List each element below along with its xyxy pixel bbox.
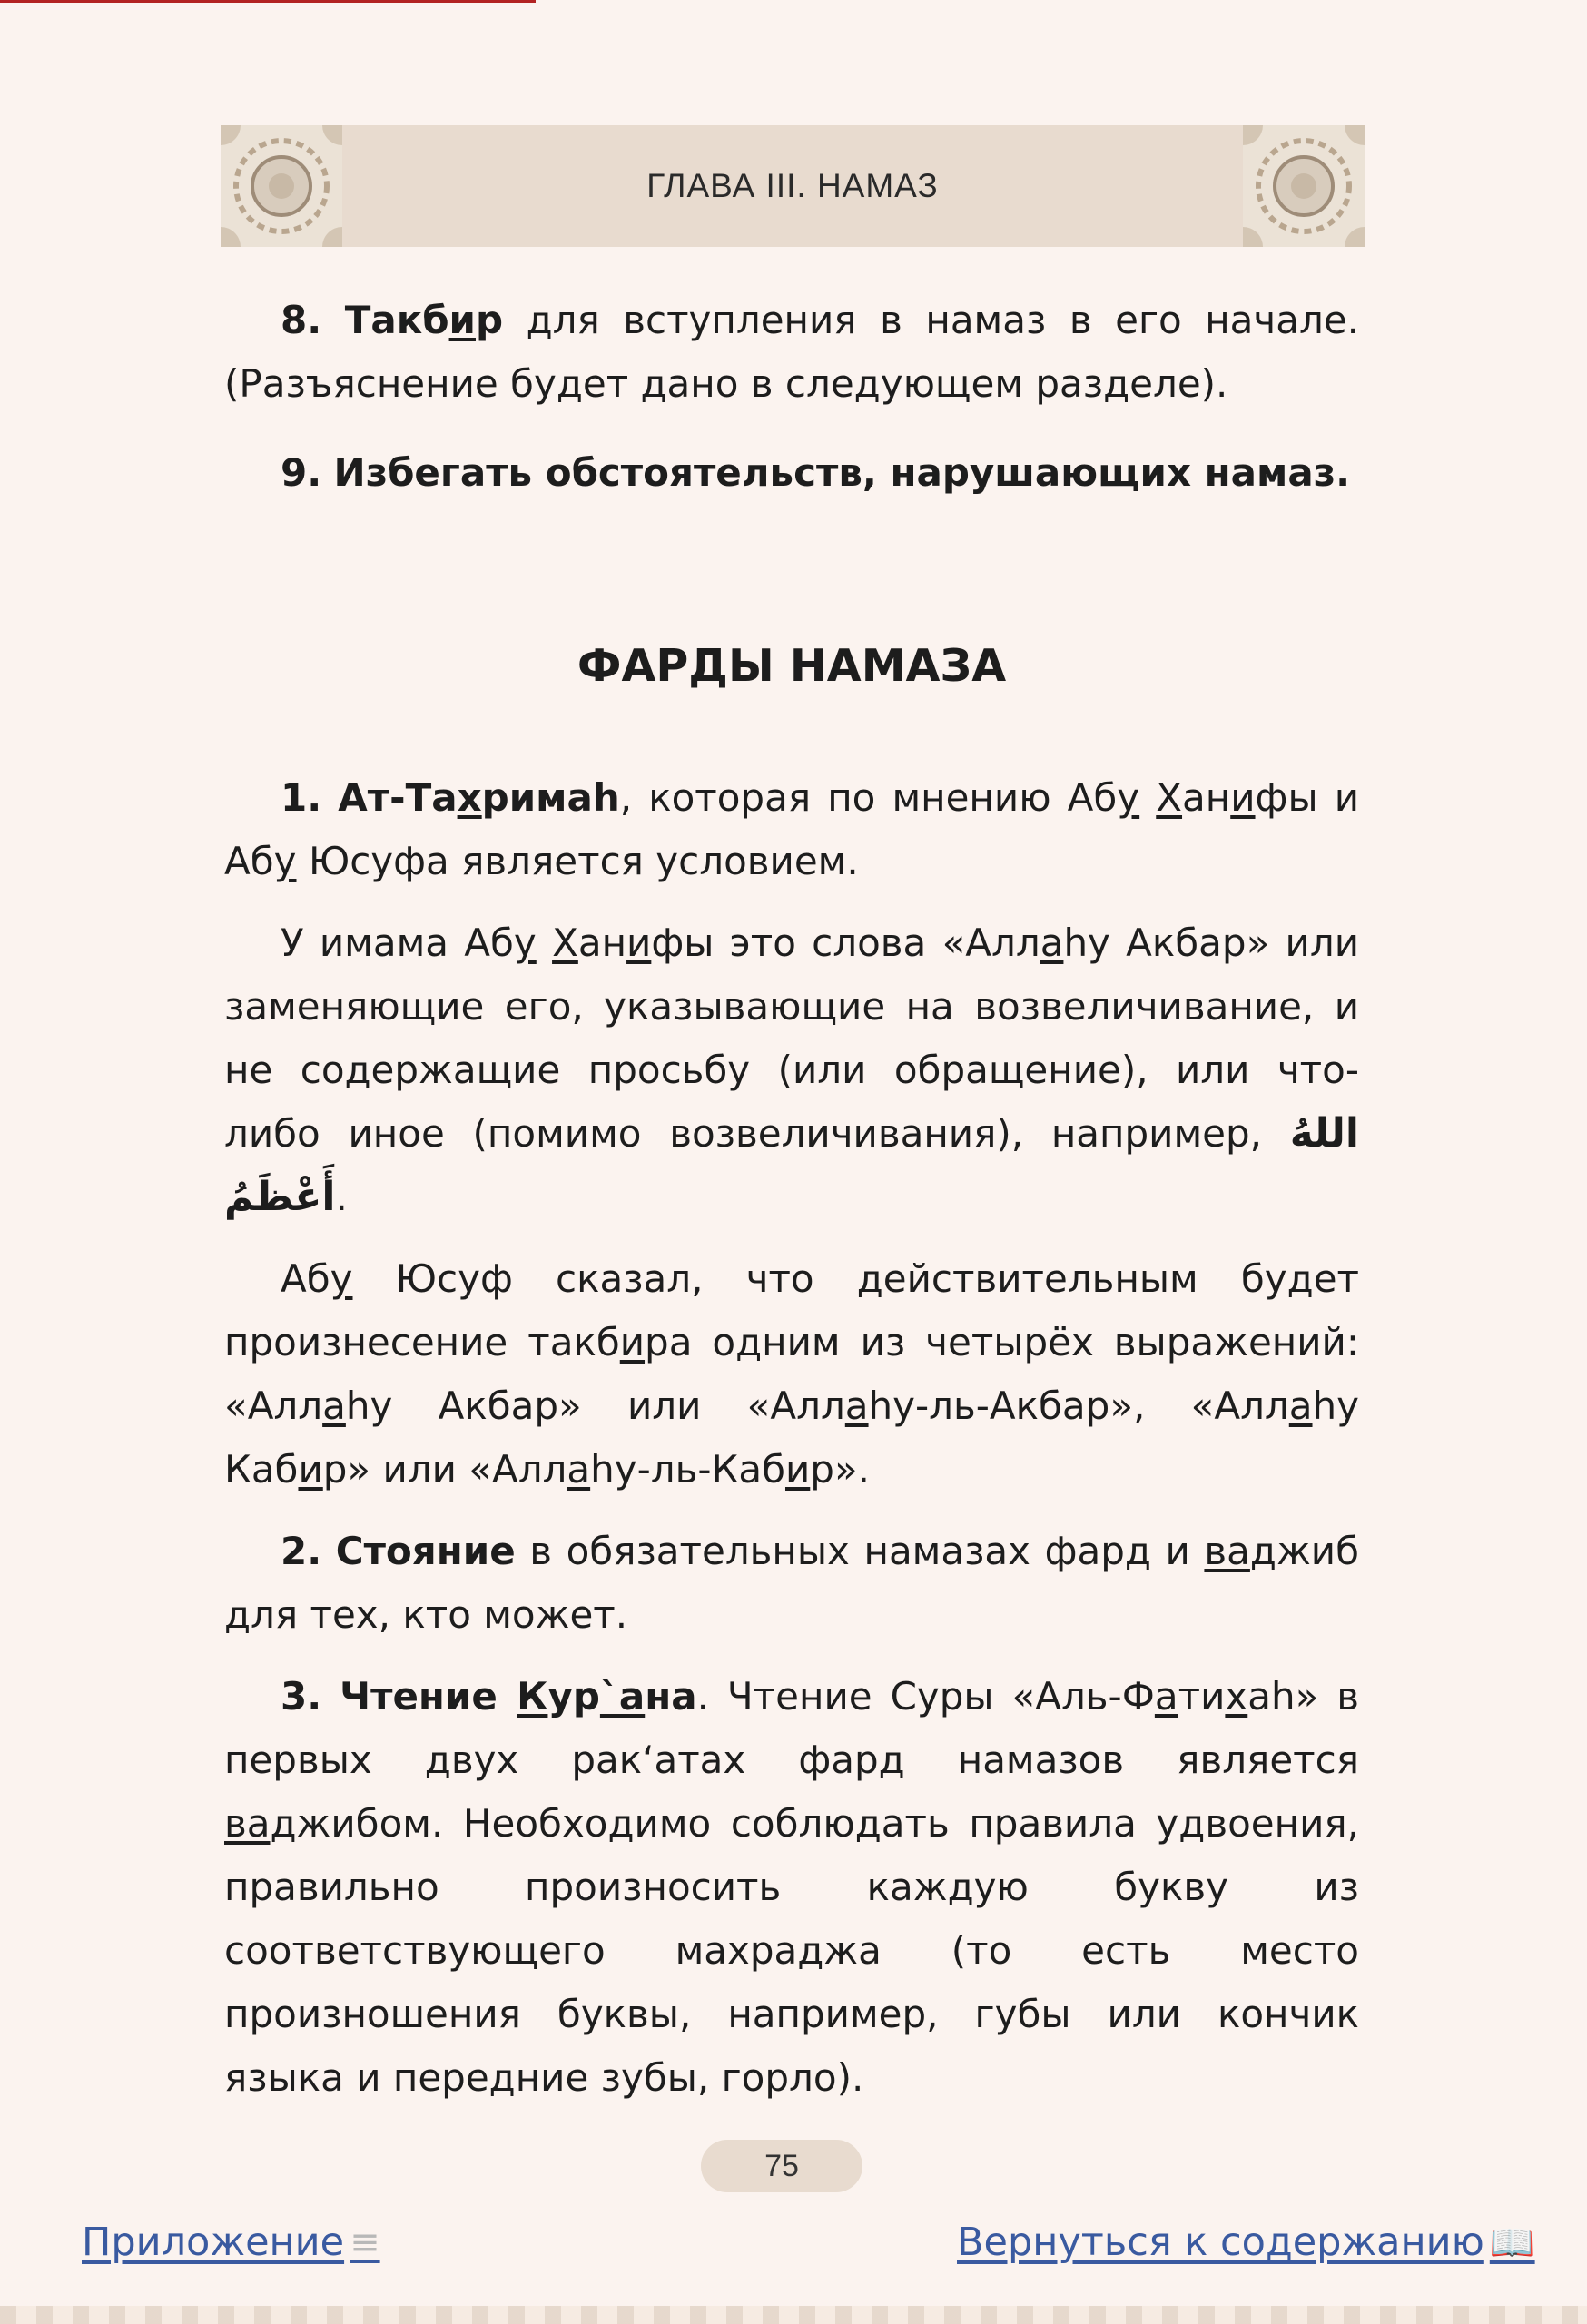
fard-item-2: 2. Стояние в обязательных намазах фард и ваджиб для тех, кто может. — [224, 1529, 1359, 1637]
bottom-decorative-strip — [0, 2306, 1587, 2324]
abu-yusuf-paragraph: Абу Юсуф сказал, что действительным будет произнесение такбира одним из четырёх выражений: «Аллаhу Акбар» или «Аллаhу-ль-Акбар», «Аллаhу Кабир» или «Аллаhу-ль-Кабир». — [224, 1256, 1359, 1492]
book-icon: 📖 — [1489, 2221, 1535, 2264]
chapter-title: ГЛАВА III. НАМАЗ — [646, 167, 939, 204]
top-accent-line — [0, 0, 536, 3]
item-8: 8. Такбир для вступления в намаз в его начале. (Разъяснение будет дано в следующем разделе). — [224, 298, 1360, 406]
appendix-link[interactable]: Приложение ≡ — [82, 2220, 380, 2265]
imam-abu-hanifa-paragraph: У имама Абу Ханифы это слова «Аллаhу Акбар» или заменяющие его, указывающие на возвеличивание, и не содержащие просьбу (или обращение), или что-либо иное (помимо возвеличивания), например, اللهُ أَعْظَمُ. — [224, 921, 1359, 1220]
arabic-phrase: اللهُ أَعْظَمُ — [224, 1110, 1359, 1220]
item-9: 9. Избегать обстоятельств, нарушающих намаз. — [281, 450, 1351, 495]
fard-item-3: 3. Чтение Кур`ана. Чтение Суры «Аль-Фатихаh» в первых двух рак‘атах фард намазов является ваджибом. Необходимо соблюдать правила удвоения, правильно произносить каждую букву из соответствующего махраджа (то есть место произношения буквы, например, губы или кончик языка и передние зубы, горло). — [224, 1674, 1360, 2100]
section-title: ФАРДЫ НАМАЗА — [577, 640, 1007, 692]
back-to-contents-link[interactable]: Вернуться к содержанию 📖 — [957, 2220, 1535, 2265]
fard-item-1: 1. Ат-Тахримаh, которая по мнению Абу Ханифы и Абу Юсуфа является условием. — [224, 775, 1359, 883]
page-content — [224, 289, 1359, 2128]
page-number-badge: 75 — [701, 2140, 862, 2192]
menu-icon: ≡ — [350, 2221, 380, 2263]
